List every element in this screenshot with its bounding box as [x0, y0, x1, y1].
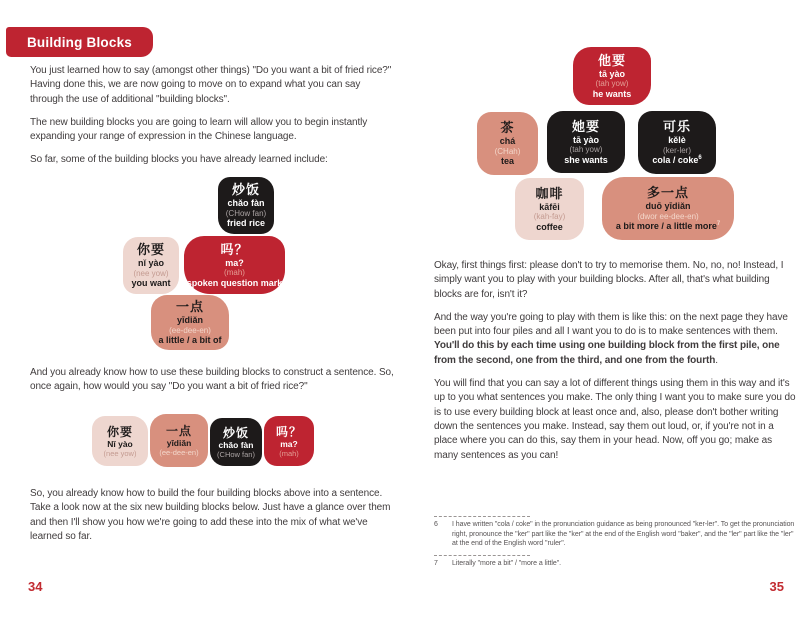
block-pronunciation: (tah yow)	[595, 79, 629, 88]
footnote-marker-6: 6	[698, 155, 702, 161]
footnote-text: Literally "more a bit" / "more a little".	[452, 559, 562, 567]
sentence-note-paragraph: And you already know how to use these building blocks to construct a sentence. So, once again, how would you say "Do you want a bit of fried rice?"	[30, 367, 394, 393]
block-meaning: you want	[131, 278, 171, 288]
block-pronunciation: (ee-dee-en)	[159, 448, 199, 457]
block-cola-coke	[638, 111, 716, 174]
block-hanzi: 吗？	[275, 424, 302, 439]
block-pronunciation: (dwor ee-dee-en)	[637, 211, 699, 221]
block-pinyin: kělè	[668, 135, 686, 145]
right-paragraph-3: You will find that you can say a lot of different things using them in this way and it's up to you what sentences you make. The only thing I want you to make sure you do is to use every building block at least once and, also, please don't bother writing down the sentences you make. Instead, say them out loud, or, if you're not in a place where you can do this, say them in your head. Now, off you go; make as many sentences as you can!	[434, 378, 796, 461]
block-hanzi: 可乐	[662, 119, 691, 134]
intro-paragraph-3: So far, some of the building blocks you have already learned include:	[30, 154, 328, 166]
block-hanzi: 他要	[597, 52, 626, 68]
intro-paragraph-2: The new building blocks you are going to learn will allow you to begin instantly expanding your range of expression in the Chinese language.	[30, 116, 368, 143]
block-he-wants	[573, 47, 651, 105]
footnote-number: 6	[434, 521, 438, 528]
footnote-divider	[434, 555, 530, 556]
block-pinyin: kāfēi	[539, 201, 560, 212]
section-title: Building Blocks	[26, 34, 132, 50]
block-pronunciation: (CHah)	[494, 146, 521, 156]
block-pinyin: tā yào	[598, 68, 625, 79]
block-pronunciation: (mah)	[224, 268, 245, 277]
block-tea	[477, 112, 538, 175]
block-pronunciation: (ee-dee-en)	[169, 325, 211, 335]
block-meaning: cola / coke$^6$	[652, 155, 702, 165]
block-pinyin: yīdiǎn	[166, 438, 192, 448]
block-you-want	[123, 237, 179, 294]
block-pinyin: chá	[499, 136, 516, 146]
block-hanzi: 咖啡	[535, 185, 564, 201]
block-meaning: fried rice	[226, 218, 266, 228]
block-pinyin: duō yīdiǎn	[645, 201, 691, 211]
page-number-left: 34	[28, 579, 43, 594]
block-hanzi: 多一点	[646, 185, 689, 200]
block-coffee	[515, 178, 584, 240]
sentence-block-chao-fan	[210, 418, 262, 466]
block-hanzi: 炒饭	[231, 182, 260, 197]
block-meaning: coffee	[536, 221, 563, 232]
block-pronunciation: (nee yow)	[103, 448, 137, 458]
right-paragraph-1: Okay, first things first: please don't to try to memorise them. No, no, no! Instead, I simply want you to play with your building blocks. After all, that's what building blocks are for, isn't it?	[434, 260, 784, 300]
block-she-wants	[547, 111, 625, 173]
block-hanzi: 吗？	[220, 241, 249, 257]
emphasis-instruction: You'll do this by each time using one building block from the first pile, one from the second, one from the third, and one from the fourth	[434, 340, 780, 366]
intro-paragraph-1: You just learned how to say (amongst other things) "Do you want a bit of fried rice?" Having done this, we are now going to move on to expand what you can say through the use of additional "building blocks".	[30, 65, 392, 105]
footnote-marker-7: 7	[716, 221, 721, 227]
block-pronunciation: (ker-ler)	[663, 145, 691, 155]
right-page-copy	[434, 259, 797, 472]
footnote-divider	[434, 516, 530, 517]
block-hanzi: 你要	[136, 242, 165, 257]
sentence-block-ma	[264, 416, 314, 466]
block-pronunciation: (tah yow)	[569, 145, 603, 154]
footnote-text: I have written "cola / coke" in the pronunciation guidance as being pronounced "ker-ler". To get the pronunciation right, pronounce the "ker" part like the "ker" at the end of the English word "baker", and the "ler" part like the "ler" at the end of the English word "ruler".	[452, 521, 795, 548]
block-a-little	[151, 295, 229, 350]
footnotes	[434, 516, 796, 574]
closing-copy	[30, 487, 398, 553]
block-hanzi: 炒饭	[222, 425, 249, 440]
block-meaning: she wants	[564, 154, 608, 165]
block-pinyin: chǎo fàn	[218, 439, 254, 450]
block-hanzi: 一点	[175, 299, 204, 314]
block-pinyin: ma?	[225, 257, 244, 268]
block-pinyin: nǐ yào	[137, 258, 164, 268]
section-header-banner	[6, 27, 153, 57]
block-hanzi: 你要	[106, 424, 133, 439]
right-paragraph-2: And the way you're going to play with them is like this: on the next page they have been put into four piles and all I want you to do is to make sentences with them. You'll do this by each time using one building block from the first pile, one from the second, one from the third, and one from the fourth.	[434, 311, 788, 366]
sentence-block-yidian	[150, 414, 208, 467]
block-pronunciation: (nee yow)	[133, 268, 169, 278]
block-pronunciation: (mah)	[279, 448, 299, 458]
block-pinyin: Nǐ yào	[107, 438, 133, 449]
block-hanzi: 她要	[571, 118, 600, 134]
block-hanzi: 茶	[500, 120, 515, 135]
block-meaning: tea	[500, 156, 514, 166]
footnote-6	[434, 520, 796, 549]
block-a-bit-more	[602, 177, 734, 240]
intro-copy	[30, 64, 394, 177]
closing-paragraph: So, you already know how to build the four building blocks above into a sentence. Take a look now at the six new building blocks below. Just have a glance over them and then I'll show you how we're going to add these into the mix of what we've learned so far.	[30, 488, 391, 542]
block-pinyin: chǎo fàn	[227, 198, 265, 208]
sentence-note-copy	[30, 366, 400, 404]
block-pinyin: tā yào	[572, 134, 599, 145]
sentence-block-ni-yao	[92, 416, 148, 466]
block-meaning: a bit more / a little more$^7$	[615, 221, 721, 231]
block-meaning: he wants	[592, 88, 632, 99]
footnote-number: 7	[434, 559, 438, 567]
block-pronunciation: (kah-fay)	[533, 212, 566, 221]
block-meaning: a little / a bit of	[158, 335, 222, 345]
block-pronunciation: (CHow fan)	[217, 449, 255, 459]
block-pronunciation: (CHow fan)	[225, 208, 267, 218]
block-fried-rice	[218, 177, 274, 234]
page-number-right: 35	[769, 579, 784, 594]
footnote-7	[434, 559, 796, 569]
block-pinyin: yīdiǎn	[176, 315, 203, 325]
block-hanzi: 一点	[165, 424, 192, 438]
block-meaning: spoken question mark	[186, 277, 283, 288]
block-pinyin: ma?	[280, 438, 298, 449]
block-question-marker	[184, 236, 285, 294]
